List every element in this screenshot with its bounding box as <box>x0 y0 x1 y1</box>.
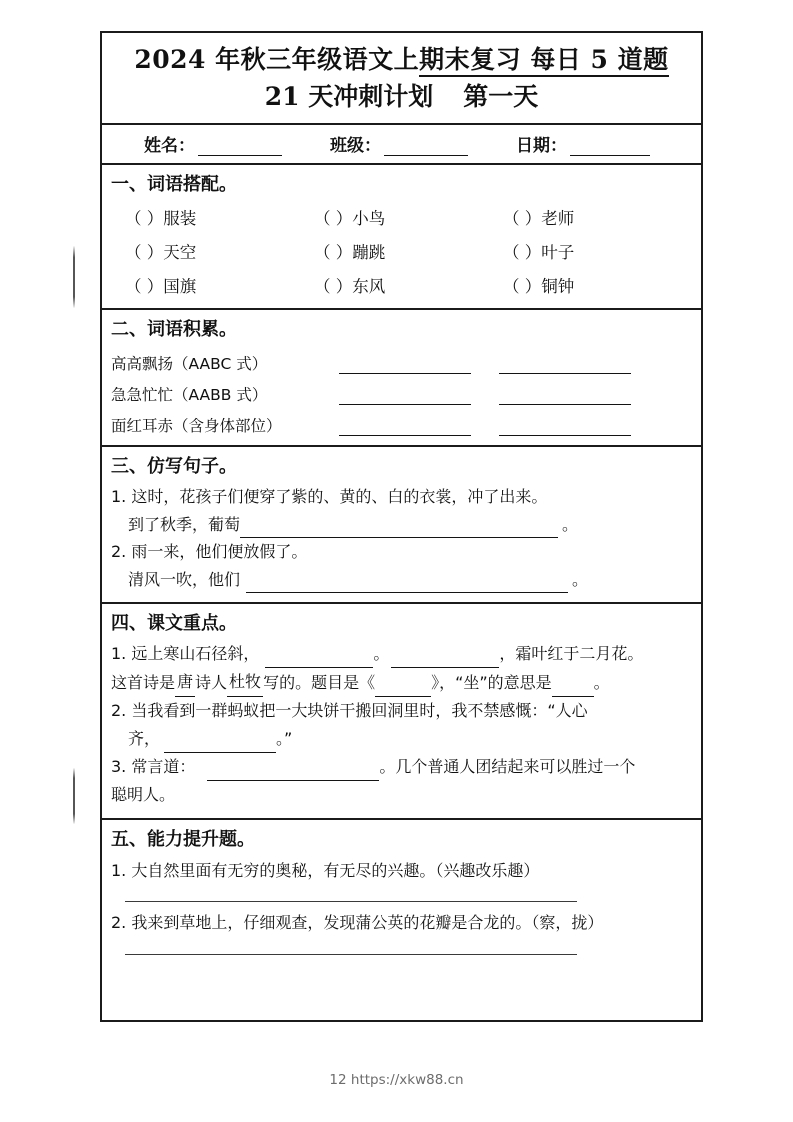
ability-question-1: 1. 大自然里面有无穷的奥秘，有无尽的兴趣。（兴趣改乐趣） <box>111 860 540 880</box>
section4-heading: 四、课文重点。 <box>111 613 237 635</box>
poem-part-2: 。 <box>373 644 390 664</box>
section-word-matching <box>102 165 701 310</box>
meaning-blank[interactable] <box>552 681 594 697</box>
worksheet-frame <box>100 31 703 1022</box>
match-item[interactable]: （ ）东风 <box>314 277 386 297</box>
name-label: 姓名： <box>144 136 195 156</box>
section-sentence-imitation <box>102 447 701 604</box>
author-prefix: 这首诗是 <box>111 673 176 693</box>
page-title-line1 <box>108 43 695 77</box>
student-info-band <box>102 125 701 165</box>
match-item[interactable]: （ ）叶子 <box>503 243 575 263</box>
imitation-example-text: 1. 这时，花孩子们便穿了紫的、黄的、白的衣裳，冲了出来。 <box>111 487 548 507</box>
keypoint-3-mid: 。几个普通人团结起来可以胜过一个 <box>379 757 636 777</box>
keypoint-3-prefix: 3. 常言道： <box>111 757 196 777</box>
keypoint-2-suffix: 。” <box>276 729 293 749</box>
keypoint-3-row-2 <box>111 781 692 809</box>
poem-part-3: ，霜叶红于二月花。 <box>499 644 644 664</box>
poem-blank-2[interactable] <box>391 652 499 668</box>
accumulation-answer-blank[interactable] <box>499 359 631 374</box>
match-item[interactable]: （ ）小鸟 <box>314 209 386 229</box>
imitation-answer-row-1 <box>111 511 692 539</box>
keypoint-2-text: 2. 当我看到一群蚂蚁把一大块饼干搬回洞里时，我不禁感慨：“人心 <box>111 701 588 721</box>
accumulation-answer-blank[interactable] <box>499 421 631 436</box>
accumulation-answer-blank[interactable] <box>499 390 631 405</box>
accumulation-row <box>111 352 692 374</box>
keypoint-2-row-2 <box>111 725 692 753</box>
imitation-example-2 <box>111 538 692 566</box>
dynasty-answer[interactable]: 唐 <box>175 668 195 697</box>
ability-answer-blank-2[interactable] <box>125 953 577 955</box>
ability-answer-blank-1[interactable] <box>125 900 577 902</box>
ability-question-2: 2. 我来到草地上，仔细观查，发现蒲公英的花瓣是合龙的。（察，拢） <box>111 913 604 933</box>
title-day-label: 第一天 <box>463 81 539 111</box>
author-tail: 。 <box>593 673 610 693</box>
section-word-accumulation <box>102 310 701 447</box>
title-underlined-part: 期末复习 每日 5 道题 <box>419 45 669 77</box>
word-matching-grid <box>111 201 692 299</box>
section5-heading: 五、能力提升题。 <box>111 829 255 851</box>
keypoint-3-row-1 <box>111 753 692 781</box>
title-prefix: 2024 年秋三年级语文上 <box>134 45 420 74</box>
accumulation-answer-blank[interactable] <box>339 390 471 405</box>
name-field-group <box>144 131 282 156</box>
accumulation-label: 高高飘扬（AABC 式） <box>111 355 268 374</box>
scan-artifact-mark-bottom <box>73 768 75 824</box>
imitation-example-text: 2. 雨一来，他们便放假了。 <box>111 542 308 562</box>
keypoint-3-answer-blank[interactable] <box>207 765 379 781</box>
imitation-answer-row-2 <box>111 566 692 594</box>
match-item[interactable]: （ ）铜钟 <box>503 277 575 297</box>
imitation-prompt-1: 到了秋季，葡萄 <box>128 514 241 534</box>
imitation-answer-blank-2[interactable] <box>246 577 568 593</box>
poem-title-blank[interactable] <box>375 681 431 697</box>
page-footer-watermark: 12 https://xkw88.cn <box>329 1072 464 1088</box>
section3-heading: 三、仿写句子。 <box>111 456 237 478</box>
keypoint-3-end: 聪明人。 <box>111 785 176 805</box>
keypoint-2-prefix: 齐， <box>128 729 161 749</box>
accumulation-row <box>111 383 692 405</box>
keypoint-1-author-row <box>111 668 692 697</box>
title-plan-label: 21 天冲刺计划 <box>264 81 434 111</box>
class-input[interactable] <box>384 140 468 156</box>
date-field-group <box>516 131 650 156</box>
class-field-group <box>330 131 468 156</box>
keypoint-1-poem-row <box>111 640 692 668</box>
keypoint-2-row-1 <box>111 697 692 725</box>
accumulation-answer-blank[interactable] <box>339 421 471 436</box>
poet-answer[interactable]: 杜牧 <box>227 668 263 697</box>
section1-heading: 一、词语搭配。 <box>111 174 237 195</box>
poem-part-1: 1. 远上寒山石径斜， <box>111 644 260 664</box>
accumulation-row <box>111 414 692 436</box>
keypoint-2-answer-blank[interactable] <box>164 737 276 753</box>
scan-artifact-mark-top <box>73 246 75 308</box>
accumulation-label: 急急忙忙（AABB 式） <box>111 386 268 405</box>
accumulation-answer-blank[interactable] <box>339 359 471 374</box>
match-item[interactable]: （ ）国旗 <box>125 277 197 297</box>
date-label: 日期： <box>516 136 567 156</box>
match-item[interactable]: （ ）天空 <box>125 243 197 263</box>
title-band <box>102 33 701 125</box>
date-input[interactable] <box>570 140 650 156</box>
imitation-period-2: 。 <box>572 569 589 589</box>
author-mid-1: 诗人 <box>195 673 228 693</box>
class-label: 班级： <box>330 136 381 156</box>
imitation-answer-blank-1[interactable] <box>240 522 558 538</box>
poem-blank-1[interactable] <box>265 652 373 668</box>
section-ability-improvement <box>102 820 701 971</box>
match-item[interactable]: （ ）老师 <box>503 209 575 229</box>
imitation-prompt-2: 清风一吹，他们 <box>128 569 241 589</box>
author-mid-2: 写的。题目是《 <box>263 673 376 693</box>
section2-heading: 二、词语积累。 <box>111 319 237 341</box>
section-text-key-points <box>102 604 701 820</box>
author-mid-3: 》，“坐”的意思是 <box>431 673 552 693</box>
accumulation-label: 面红耳赤（含身体部位） <box>111 417 282 436</box>
match-item[interactable]: （ ）蹦跳 <box>314 243 386 263</box>
imitation-period-1: 。 <box>562 514 579 534</box>
name-input[interactable] <box>198 140 282 156</box>
page-title-line2 <box>108 80 695 114</box>
match-item[interactable]: （ ）服装 <box>125 209 197 229</box>
imitation-example-1 <box>111 483 692 511</box>
